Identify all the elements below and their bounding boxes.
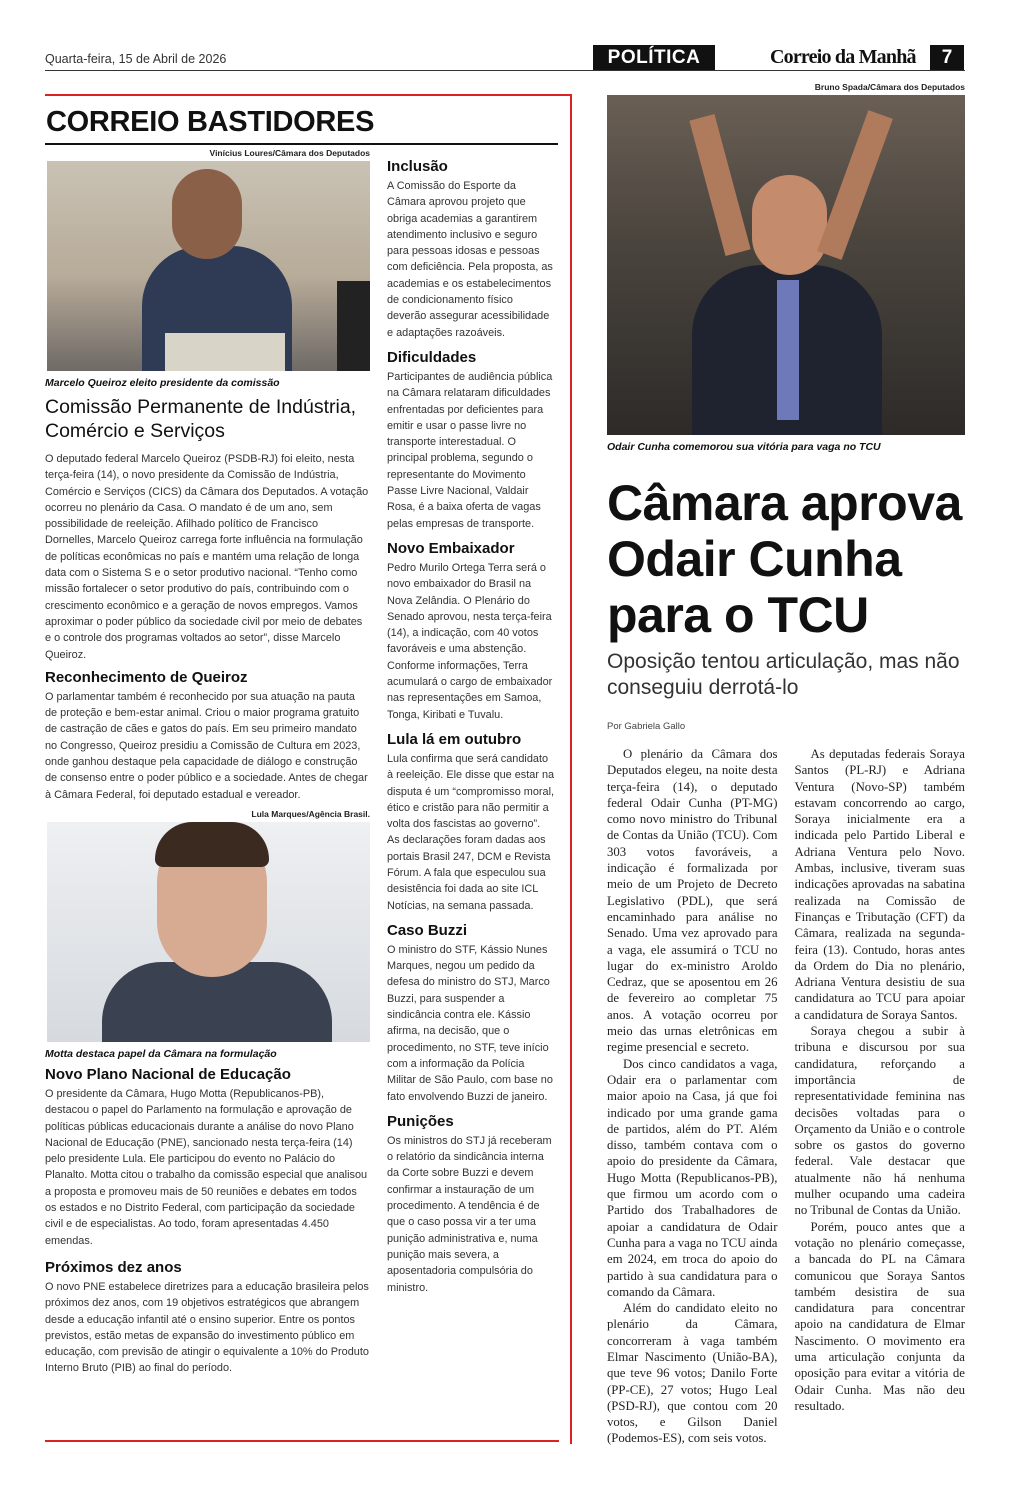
headline: Câmara aprova Odair Cunha para o TCU: [607, 475, 962, 643]
article-paragraph: Porém, pouco antes que a votação no plenário começasse, a bancada do PL na Câmara comunicou que Soraya Santos também desistira de sua candidatura para concentrar apoio na candidatura de Elmar Nascimento. O movimento era uma articulação conjunta da oposição para evitar a vitória de Odair Cunha. Mas não deu resultado.: [794, 1219, 965, 1413]
story-title: Reconhecimento de Queiroz: [45, 668, 248, 686]
photo-caption: Marcelo Queiroz eleito presidente da comissão: [45, 377, 280, 389]
note: [387, 731, 555, 914]
story-title: Comissão Permanente de Indústria, Comércio e Serviços: [45, 396, 357, 442]
article-paragraph: Dos cinco candidatos a vaga, Odair era o parlamentar com maior apoio na Casa, já que foi indicado por uma grande gama de partidos, além do PT. Além disso, também contava com o apoio do presidente da Câmara, Hugo Motta (Republicanos-PB), que firmou um acordo com o Partido dos Trabalhadores de apoiar a candidatura de Odair Cunha para a vaga no TCU ainda em 2024, em troca do apoio do partido à sua candidatura para o comando da Câmara.: [607, 1056, 778, 1299]
article-paragraph: Além do candidato eleito no plenário da Câmara, concorreram à vaga também Elmar Nascimento (União-BA), que teve 96 votos; Danilo Forte (PP-CE), 27 votos; Hugo Leal (PSD-RJ), que contou com 20 votos, e Gilson Daniel (Podemos-ES), com seis votos.: [607, 1301, 778, 1446]
note-body: Participantes de audiência pública na Câmara relataram dificuldades enfrentadas por deficientes para emitir e usar o passe livre no transporte interestadual. O principal problema, segundo o representante do Movimento Passe Livre Nacional, Valdair Rosa, é a baixa oferta de vagas pelas empresas de transporte.: [387, 370, 553, 530]
story-body: O deputado federal Marcelo Queiroz (PSDB-RJ) foi eleito, nesta terça-feira (14), o novo presidente da Comissão de Indústria, Comércio e Serviços (CICS) da Câmara dos Deputados. A votação ocorreu no plenário da Casa. O mandato é de um ano, sem possibilidade de reeleição. Afilhado político de Francisco Dornelles, Marcelo Queiroz carrega forte influência na formulação de políticas econômicas no país e mantém uma relação de longa data com o Sistema S e o setor produtivo nacional. “Tenho como missão fortalecer o setor produtivo do país, contribuindo com o crescimento econômico e a geração de novos empregos. Vamos aproximar o poder público da sociedade civil por meio de debates e o controle dos programas voltados ao setor”, disse Marcelo Queiroz.: [45, 453, 369, 661]
main-story: [607, 82, 965, 1447]
section-label: POLÍTICA: [593, 45, 715, 70]
note: [387, 922, 555, 1105]
subtitle: Oposição tentou articulação, mas não conseguiu derrotá-lo: [607, 650, 960, 699]
story-body: O novo PNE estabelece diretrizes para a educação brasileira pelos próximos dez anos, com 19 objetivos estratégicos que abrangem desde a educação infantil até o ensino superior. Entre os pontos previstos, estão metas de expansão do investimento público em educação, com previsão de atingir o equivalente a 10% do Produto Interno Bruto (PIB) ao final do período.: [45, 1280, 369, 1375]
photo-hugo-motta: [47, 822, 370, 1042]
note-title: Lula lá em outubro: [387, 730, 522, 748]
note-body: Pedro Murilo Ortega Terra será o novo embaixador do Brasil na Nova Zelândia. O Plenário do Senado aprovou, nesta terça-feira (14), a indicação, com 40 votos favoráveis e uma abstenção. Conforme informações, Terra acumulará o cargo de embaixador nas representações em Samoa, Tonga, Kiribati e Tuvalu.: [387, 561, 553, 721]
note: [387, 1113, 555, 1296]
photo-credit: Bruno Spada/Câmara dos Deputados: [814, 82, 965, 92]
note: [387, 540, 555, 723]
article-paragraph: Soraya chegou a subir à tribuna e discursou por sua candidatura, reforçando a importância de representatividade feminina nas decisões voltadas para o Orçamento da União e o controle sobre os gastos do governo federal. Vale destacar que atualmente não há nenhuma mulher ocupando uma cadeira no Tribunal de Contas da União.: [794, 1024, 965, 1218]
photo-odair-cunha: [607, 95, 965, 435]
page-number: 7: [930, 45, 964, 70]
bastidores-border-right: [570, 94, 572, 1444]
article-paragraph: As deputadas federais Soraya Santos (PL-RJ) e Adriana Ventura (Novo-SP) também estavam concorrendo ao cargo, Soraya inicialmente era a indicada pelo Partido Liberal e Adriana Ventura pelo Novo. Ambas, inclusive, tiveram suas indicações aprovadas na sabatina realizada na Comissão de Finanças e Tributação (CFT) da Câmara, realizada na segunda-feira (13). Contudo, horas antes da Ordem do Dia no plenário, Adriana Ventura desistiu de sua candidatura ao TCU para apoiar a candidatura de Soraya Santos.: [794, 747, 965, 1022]
bastidores-border-bottom: [45, 1440, 559, 1442]
photo-marcelo-queiroz: [47, 161, 370, 371]
story-title: Próximos dez anos: [45, 1258, 182, 1276]
photo-credit: Vinícius Loures/Câmara dos Deputados: [209, 148, 370, 158]
notes-column: [387, 152, 555, 1296]
photo-caption: Odair Cunha comemorou sua vitória para vaga no TCU: [607, 441, 881, 453]
note: [387, 158, 555, 341]
note-title: Dificuldades: [387, 348, 477, 366]
article-paragraph: O plenário da Câmara dos Deputados elegeu, na noite desta terça-feira (14), o deputado federal Odair Cunha (PT-MG) como novo ministro do Tribunal de Contas da União (TCU). Com 303 votos favoráveis, a indicação é formalizada por meio de um Projeto de Decreto Legislativo (PDL), que será encaminhado para análise no Senado. Uma vez aprovado para a vaga, ele assumirá o TCU no lugar do ex-ministro Aroldo Cedraz, que se aposentou em 26 de fevereiro ao completar 75 anos. A votação ocorreu por meio das urnas eletrônicas em regime presencial e secreto.: [607, 747, 778, 1055]
byline: Por Gabriela Gallo: [607, 721, 686, 732]
photo-caption: Motta destaca papel da Câmara na formulação: [45, 1047, 277, 1060]
left-column: [45, 148, 370, 1377]
note-body: A Comissão do Esporte da Câmara aprovou projeto que obriga academias a garantirem atendimento inclusivo e seguro para pessoas idosas e pessoas com deficiência. Pela proposta, as academias e os estabelecimentos de condicionamento físico deverão assegurar acessibilidade e adaptações razoáveis.: [387, 180, 553, 339]
issue-date: Quarta-feira, 15 de Abril de 2026: [45, 52, 227, 66]
note-title: Inclusão: [387, 158, 448, 175]
story-body: O presidente da Câmara, Hugo Motta (Republicanos-PB), destacou o papel do Parlamento na formulação e aprovação de políticas públicas educacionais durante a análise do novo Plano Nacional de Educação (PNE), sancionado nesta terça-feira (14) pelo presidente Lula. Ele participou do evento no Palácio do Planalto. Motta citou o trabalho da comissão especial que analisou a proposta e promoveu mais de 50 reuniões e debates em todos os estados e no Distrito Federal, com participação da sociedade civil e de especialistas. Ao todo, foram apresentadas 4.450 emendas.: [45, 1087, 368, 1247]
story-title: Novo Plano Nacional de Educação: [45, 1065, 291, 1083]
note-title: Caso Buzzi: [387, 921, 468, 939]
note-body: Os ministros do STJ já receberam o relatório da sindicância interna da Corte sobre Buzzi e devem confirmar a instauração de um procedimento. A tendência é de que o caso possa vir a ter uma punição administrativa e, numa punição mais severa, a aposentadoria compulsória do ministro.: [387, 1134, 552, 1294]
column-title-underline: [45, 143, 558, 145]
note-body: Lula confirma que será candidato à reeleição. Ele disse que estar na disputa é um “compromisso moral, ético e cristão para não permitir a volta dos fascistas ao governo”. As declarações foram dadas aos portais Brasil 247, DCM e Revista Fórum. A fala que especulou sua desistência foi dada ao site ICL Notícias, na semana passada.: [387, 752, 555, 912]
story-body: O parlamentar também é reconhecido por sua atuação na pauta de proteção e bem-estar animal. Criou o maior programa gratuito de castração de cães e gatos do país. Em seu primeiro mandato no Congresso, Queiroz presidiu a Comissão de Cultura em 2023, onde ganhou destaque pela capacidade de diálogo e construção de consenso entre o poder público e a sociedade. Antes de chegar à Câmara Federal, foi deputado estadual e vereador.: [45, 690, 368, 801]
header-divider: [45, 70, 965, 71]
note: [387, 349, 555, 532]
masthead-logo: Correio da Manhã: [770, 46, 916, 68]
note-title: Novo Embaixador: [387, 539, 515, 557]
note-body: O ministro do STF, Kássio Nunes Marques, negou um pedido da defesa do ministro do STJ, Marco Buzzi, para suspender a sindicância contra ele. Kássio afirma, na decisão, que o procedimento, no STF, teve início com a informação da Polícia Militar de São Paulo, com base no fato envolvendo Buzzi de janeiro.: [387, 943, 553, 1103]
bastidores-border-top: [45, 94, 572, 96]
note-title: Punições: [387, 1112, 454, 1130]
article-body: [607, 746, 965, 1447]
column-title: CORREIO BASTIDORES: [46, 106, 375, 138]
photo-credit: Lula Marques/Agência Brasil.: [251, 808, 370, 819]
